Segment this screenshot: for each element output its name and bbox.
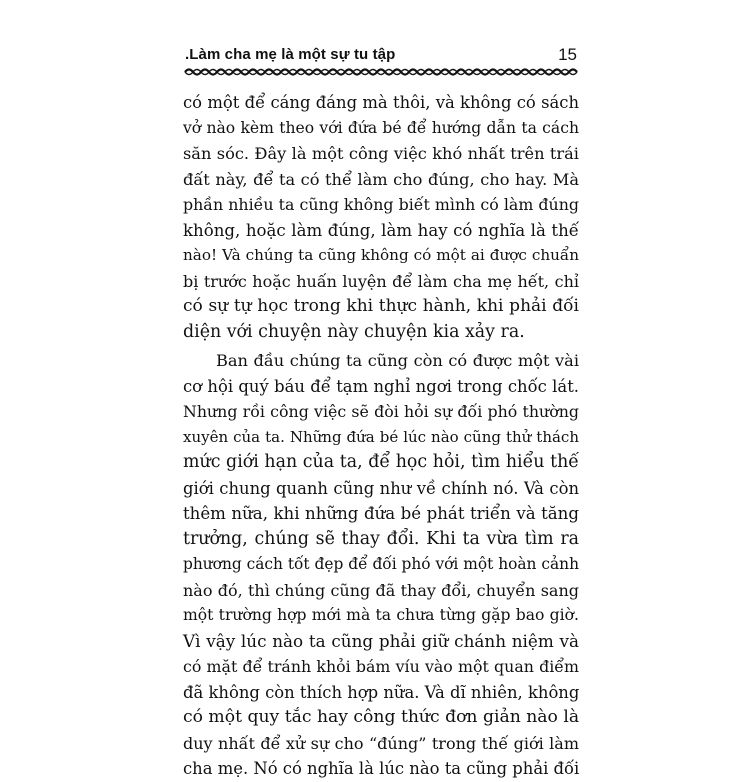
text-line: Vì vậy lúc nào ta cũng phải giữ chánh niệm và [183,630,579,651]
text-line: đã không còn thích hợp nữa. Và dĩ nhiên, không [183,682,580,702]
text-line: vở nào kèm theo với đứa bé để hướng dẫn ta cách [183,118,579,137]
text-line: cơ hội quý báu để tạm nghỉ ngơi trong chốc lát. [183,376,579,396]
text-line: phương cách tốt đẹp để đối phó với một hoàn cảnh [183,555,579,573]
text-line: có một quy tắc hay công thức đơn giản nào là [183,707,580,727]
text-line: phần nhiều ta cũng không biết mình có làm đúng [183,195,579,214]
text-line: có một để cáng đáng mà thôi, và không có sách [183,93,579,112]
text-line: giới chung quanh cũng như về chính nó. Và còn [183,478,579,498]
text-line: trưởng, chúng sẽ thay đổi. Khi ta vừa tìm ra [183,528,579,549]
text-line: đất này, để ta có thể làm cho đúng, cho hay. Mà [183,169,579,189]
running-title: .Làm cha mẹ là một sự tu tập [185,46,396,63]
text-line: có sự tự học trong khi thực hành, khi phải đối [183,296,579,316]
text-line: nào! Và chúng ta cũng không có một ai được chuẩn [183,246,579,264]
text-line: nào đó, thì chúng cũng đã thay đổi, chuyển sang [183,580,579,600]
text-line: diện với chuyện này chuyện kia xảy ra. [183,321,525,342]
text-line: mức giới hạn của ta, để học hỏi, tìm hiểu thế [183,452,579,472]
text-line: Ban đầu chúng ta cũng còn có được một vài [216,351,579,370]
text-line: không, hoặc làm đúng, làm hay có nghĩa là thế [183,220,579,240]
text-line: thêm nữa, khi những đứa bé phát triển và tăng [183,504,579,523]
text-line: xuyên của ta. Những đứa bé lúc nào cũng thử thách [183,427,579,446]
text-line: bị trước hoặc huấn luyện để làm cha mẹ hết, chỉ [183,271,579,291]
paragraph-2 [183,348,579,782]
text-line: cha mẹ. Nó có nghĩa là lúc nào ta cũng phải đối [183,759,580,778]
text-line: có mặt để tránh khỏi bám víu vào một quan điểm [183,657,579,676]
paragraph-1 [183,90,579,345]
text-line: một trường hợp mới mà ta chưa từng gặp bao giờ. [183,606,579,624]
text-line: Nhưng rồi công việc sẽ đòi hỏi sự đối phó thường [183,402,579,421]
text-line: săn sóc. Đây là một công việc khó nhất trên trái [183,144,579,163]
body-text [183,90,579,782]
decorative-rule-ornament [185,66,577,78]
running-header [185,44,577,68]
text-line: duy nhất để xử sự cho “đúng” trong thế giới làm [183,733,579,753]
page-number: 15 [558,45,577,64]
